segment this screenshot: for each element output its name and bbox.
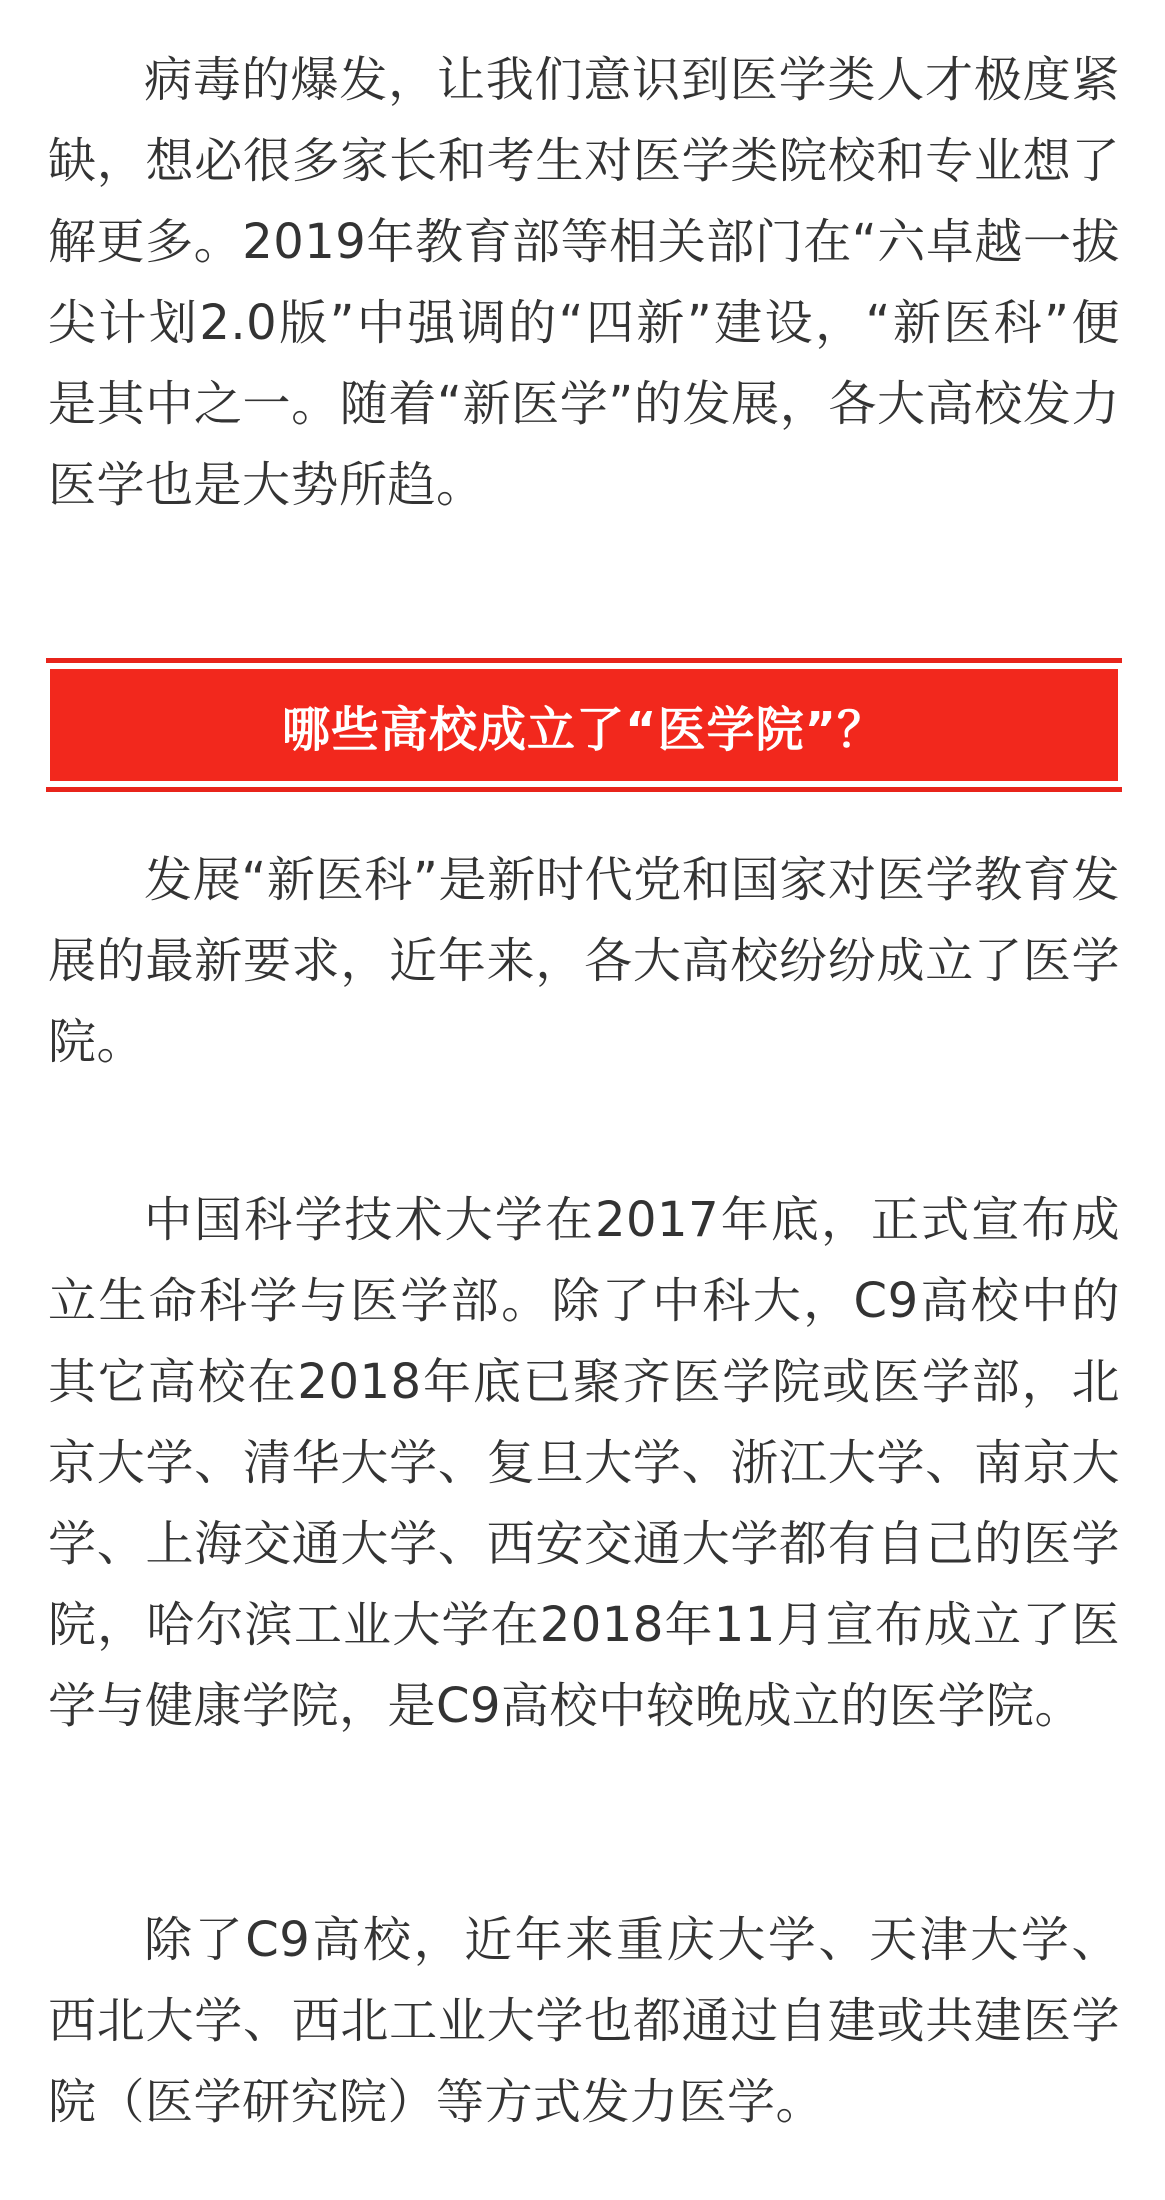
other-universities-paragraph: 除了C9高校，近年来重庆大学、天津大学、西北大学、西北工业大学也都通过自建或共建医学院（医学研究院）等方式发力医学。 <box>48 1912 1120 2130</box>
section-heading-banner <box>46 658 1122 792</box>
new-medicine-paragraph: 发展“新医科”是新时代党和国家对医学教育发展的最新要求，近年来，各大高校纷纷成立了医学院。 <box>48 852 1120 1070</box>
intro-paragraph: 病毒的爆发，让我们意识到医学类人才极度紧缺，想必很多家长和考生对医学类院校和专业想了解更多。2019年教育部等相关部门在“六卓越一拔尖计划2.0版”中强调的“四新”建设，“新医科”便是其中之一。随着“新医学”的发展，各大高校发力医学也是大势所趋。 <box>48 52 1120 513</box>
banner-bottom-rule <box>46 787 1122 792</box>
banner-top-rule <box>46 658 1122 663</box>
c9-universities-paragraph: 中国科学技术大学在2017年底，正式宣布成立生命科学与医学部。除了中科大，C9高校中的其它高校在2018年底已聚齐医学院或医学部，北京大学、清华大学、复旦大学、浙江大学、南京大学、上海交通大学、西安交通大学都有自己的医学院，哈尔滨工业大学在2018年11月宣布成立了医学与健康学院，是C9高校中较晚成立的医学院。 <box>48 1192 1120 1734</box>
section-heading: 哪些高校成立了“医学院”？ <box>281 701 887 758</box>
banner-box <box>50 669 1118 781</box>
